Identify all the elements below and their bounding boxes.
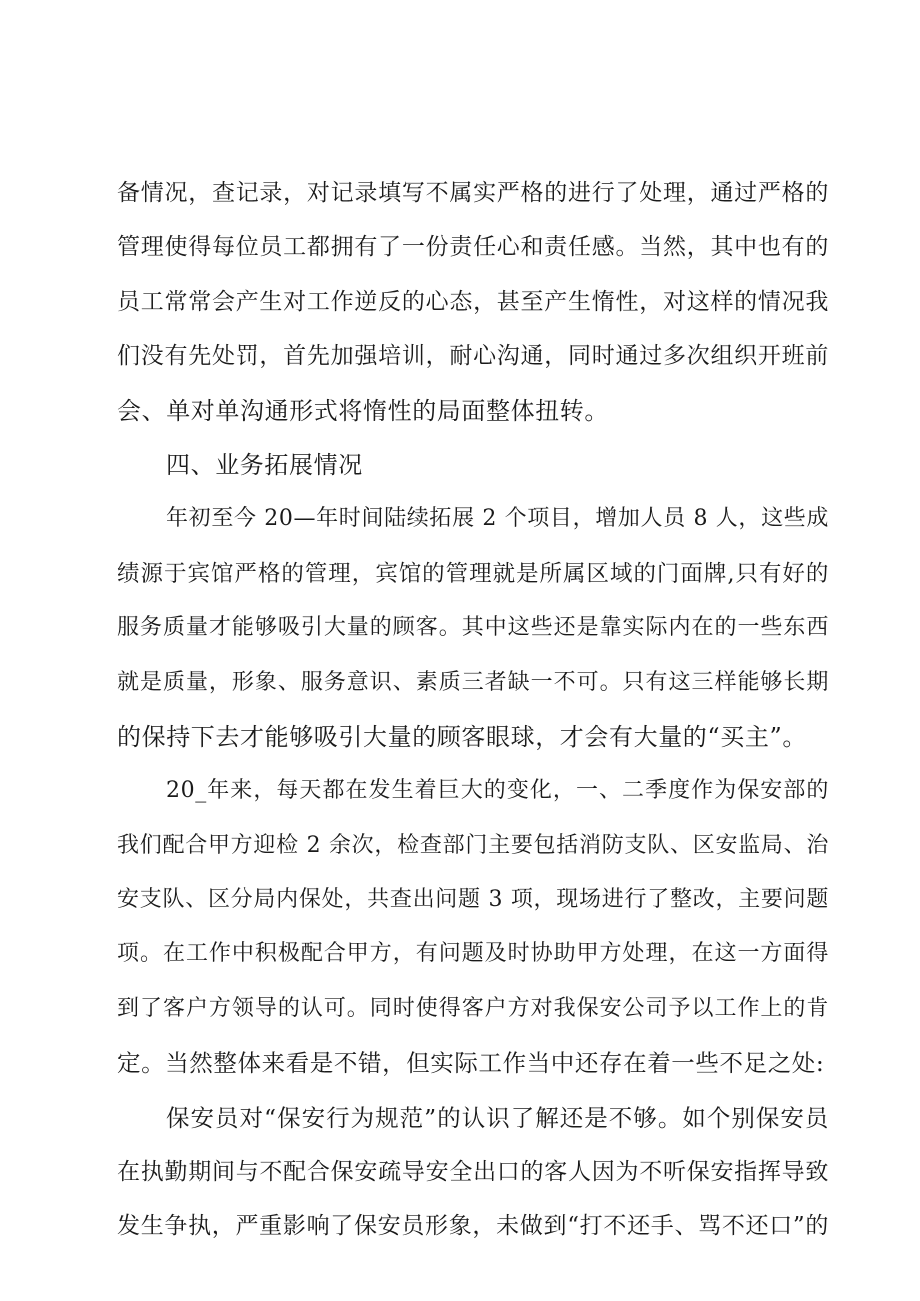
- document-body: [117, 166, 829, 1254]
- paragraph-line: 们没有先处罚，首先加强培训，耐心沟通，同时通过多次组织开班前: [117, 343, 829, 370]
- paragraph-line: 我们配合甲方迎检 2 余次，检查部门主要包括消防支队、区安监局、治: [117, 832, 829, 858]
- paragraph-line: 员工常常会产生对工作逆反的心态，甚至产生惰性，对这样的情况我: [117, 288, 829, 315]
- section-heading: 四、业务拓展情况: [166, 450, 363, 479]
- paragraph-line: 管理使得每位员工都拥有了一份责任心和责任感。当然，其中也有的: [117, 234, 829, 261]
- paragraph-line: 的保持下去才能够吸引大量的顾客眼球，才会有大量的“买主”。: [117, 722, 807, 751]
- paragraph-line: 备情况，查记录，对记录填写不属实严格的进行了处理，通过严格的: [117, 180, 829, 206]
- paragraph-line: 20_年来，每天都在发生着巨大的变化，一、二季度作为保安部的: [166, 778, 829, 804]
- paragraph-line: 定。当然整体来看是不错，但实际工作当中还存在着一些不足之处:: [117, 1049, 825, 1078]
- paragraph-line: 会、单对单沟通形式将惰性的局面整体扭转。: [117, 396, 609, 425]
- paragraph-line: 服务质量才能够吸引大量的顾客。其中这些还是靠实际内在的一些东西: [117, 615, 829, 641]
- paragraph-line: 发生争执，严重影响了保安员形象，未做到“打不还手、骂不还口”的: [117, 1213, 829, 1240]
- paragraph-line: 年初至今 20—年时间陆续拓展 2 个项目，增加人员 8 人，这些成: [166, 506, 829, 532]
- paragraph-line: 保安员对“保安行为规范”的认识了解还是不够。如个别保安员: [166, 1103, 829, 1132]
- paragraph-line: 在执勤期间与不配合保安疏导安全出口的客人因为不听保安指挥导致: [117, 1159, 829, 1186]
- paragraph-line: 安支队、区分局内保处，共查出问题 3 项，现场进行了整改，主要问题: [117, 887, 829, 913]
- paragraph-line: 到了客户方领导的认可。同时使得客户方对我保安公司予以工作上的肯: [117, 995, 829, 1021]
- paragraph-line: 项。在工作中积极配合甲方，有问题及时协助甲方处理，在这一方面得: [117, 941, 829, 967]
- paragraph-line: 就是质量，形象、服务意识、素质三者缺一不可。只有这三样能够长期: [117, 669, 829, 695]
- paragraph-line: 绩源于宾馆严格的管理，宾馆的管理就是所属区域的门面牌,只有好的: [117, 560, 829, 587]
